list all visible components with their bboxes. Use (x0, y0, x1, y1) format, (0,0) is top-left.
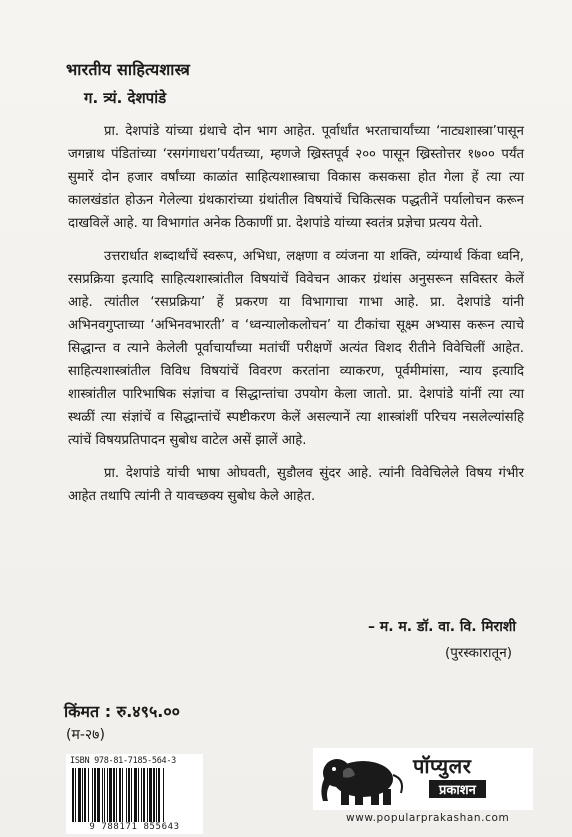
catalog-code: (म-२७) (66, 727, 105, 743)
blurb-paragraph-1: प्रा. देशपांडे यांच्या ग्रंथाचे दोन भाग आहेत. पूर्वार्धांत भरताचार्यांच्या ‘नाट्यशास्त्रा’पासून जगन्नाथ पंडितांच्या ‘रसगंगाधरा’पर्यंतच्या, म्हणजे ख्रिस्तपूर्व २०० पासून ख्रिस्तोत्तर १७०० पर्यंत सुमारें दोन हजार वर्षांच्या काळांत साहित्यशास्त्राचा विकास कसकसा होत गेला हें त्या त्या कालखंडांत होऊन गेलेल्या ग्रंथकारांच्या ग्रंथांतील विषयांचें चिकित्सक पद्धतीनें पर्यालोचन करून दाखविलें आहे. या विभागांत अनेक ठिकाणीं प्रा. देशपांडे यांच्या स्वतंत्र प्रज्ञेचा प्रत्यय येतो. (68, 124, 524, 231)
book-author: ग. त्र्यं. देशपांडे (84, 89, 167, 107)
isbn-text: ISBN 978-81-7185-564-3 (70, 756, 176, 766)
reviewer-signature: – म. म. डॉ. वा. वि. मिराशी (367, 619, 516, 635)
publisher-name: पॉप्युलर (413, 754, 472, 778)
barcode-icon (70, 768, 199, 822)
blurb-paragraph-2: उत्तरार्धात शब्दार्थांचें स्वरूप, अभिधा, लक्षणा व व्यंजना या शक्ति, व्यंग्यार्थ किंवा ध्वनि, रसप्रक्रिया इत्यादि साहित्यशास्त्रांतील विषयांचें विवेचन आकर ग्रंथांस अनुसरून सविस्तर केलें आहे. त्यांतील ‘रसप्रक्रिया’ हें प्रकरण या विभागाचा गाभा आहे. प्रा. देशपांडे यांनी अभिनवगुप्ताच्या ‘अभिनवभारती’ व ‘ध्वन्यालोकलोचन’ या टीकांचा सूक्ष्म अभ्यास करून त्याचे सिद्धान्त व त्याने केलेली पूर्वाचार्यांच्या मतांचीं परीक्षणें अत्यंत विशद रीतीने विवेचिलीं आहेत. साहित्यशास्त्रांतील विविध विषयांचें विवरण करतांना व्याकरण, पूर्वमीमांसा, न्याय इत्यादि शास्त्रांतील पारिभाषिक संज्ञांचा व सिद्धान्तांचा उपयोग केला जातो. प्रा. देशपांडे यांनीं त्या त्या स्थळीं त्या संज्ञांचें व सिद्धान्तांचें स्पष्टीकरण केलें असल्यानें त्या शास्त्रांशीं परिचय नसलेल्यांसहि त्यांचें विषयप्रतिपादन सुबोध वाटेल असें झालें आहे. (68, 249, 524, 448)
book-title: भारतीय साहित्यशास्त्र (66, 60, 191, 79)
publisher-logo (313, 748, 533, 810)
price-label: किंमत : रु.४९५.०० (64, 702, 180, 721)
elephant-icon (315, 749, 411, 809)
publisher-website: www.popularprakashan.com (346, 812, 510, 824)
barcode-block (66, 754, 203, 834)
blurb-text (68, 120, 524, 518)
blurb-paragraph-3: प्रा. देशपांडे यांची भाषा ओघवती, सुडौलव सुंदर आहे. त्यांनी विवेचिलेले विषय गंभीर आहेत तथापि त्यांनी ते यावच्छक्य सुबोध केले आहेत. (68, 466, 524, 504)
barcode-number: 9 788171 855643 (89, 822, 180, 832)
quote-source: (पुरस्कारातून) (444, 645, 512, 661)
publisher-sub: प्रकाशन (429, 780, 486, 798)
